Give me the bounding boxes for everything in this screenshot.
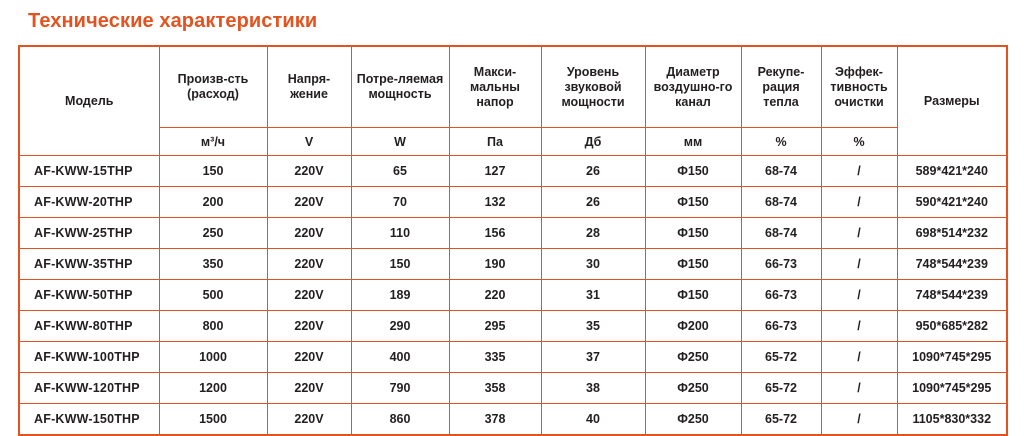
table-row [19,280,1007,311]
specifications-table [18,45,1008,436]
cell-model: AF-KWW-120THP [19,373,159,404]
cell-capacity: 500 [159,280,267,311]
cell-capacity: 150 [159,156,267,187]
cell-cleaning-efficiency: / [821,342,897,373]
cell-sound-power: 31 [541,280,645,311]
column-header-voltage: Напря-жение [267,46,351,128]
cell-power: 400 [351,342,449,373]
cell-dimensions: 698*514*232 [897,218,1007,249]
cell-model: AF-KWW-150THP [19,404,159,436]
cell-model: AF-KWW-20THP [19,187,159,218]
cell-duct-diameter: Ф250 [645,404,741,436]
cell-duct-diameter: Ф200 [645,311,741,342]
unit-heat-recovery: % [741,128,821,156]
cell-power: 110 [351,218,449,249]
column-header-duct-diameter: Диаметр воздушно-го канал [645,46,741,128]
table-row [19,342,1007,373]
cell-voltage: 220V [267,280,351,311]
cell-voltage: 220V [267,187,351,218]
cell-cleaning-efficiency: / [821,187,897,218]
cell-power: 65 [351,156,449,187]
cell-voltage: 220V [267,404,351,436]
table-body [19,156,1007,436]
cell-duct-diameter: Ф150 [645,280,741,311]
cell-power: 189 [351,280,449,311]
unit-power: W [351,128,449,156]
cell-model: AF-KWW-100THP [19,342,159,373]
table-row [19,373,1007,404]
column-header-sound-power: Уровень звуковой мощности [541,46,645,128]
cell-model: AF-KWW-25THP [19,218,159,249]
cell-cleaning-efficiency: / [821,218,897,249]
cell-voltage: 220V [267,373,351,404]
header-row-titles [19,46,1007,128]
column-header-max-pressure: Макси-мальны напор [449,46,541,128]
cell-capacity: 1000 [159,342,267,373]
cell-dimensions: 590*421*240 [897,187,1007,218]
cell-heat-recovery: 66-73 [741,249,821,280]
cell-max-pressure: 156 [449,218,541,249]
cell-max-pressure: 190 [449,249,541,280]
cell-capacity: 1500 [159,404,267,436]
cell-heat-recovery: 68-74 [741,187,821,218]
cell-model: AF-KWW-80THP [19,311,159,342]
cell-dimensions: 950*685*282 [897,311,1007,342]
column-header-model: Модель [19,46,159,156]
cell-voltage: 220V [267,218,351,249]
cell-dimensions: 1090*745*295 [897,342,1007,373]
cell-dimensions: 1105*830*332 [897,404,1007,436]
column-header-dimensions: Размеры [897,46,1007,156]
cell-cleaning-efficiency: / [821,249,897,280]
cell-max-pressure: 358 [449,373,541,404]
column-header-capacity: Произв-сть (расход) [159,46,267,128]
cell-model: AF-KWW-15THP [19,156,159,187]
unit-max-pressure: Па [449,128,541,156]
cell-max-pressure: 378 [449,404,541,436]
cell-heat-recovery: 68-74 [741,218,821,249]
cell-cleaning-efficiency: / [821,404,897,436]
cell-capacity: 1200 [159,373,267,404]
cell-sound-power: 40 [541,404,645,436]
header-row-units [19,128,1007,156]
cell-sound-power: 26 [541,156,645,187]
cell-power: 70 [351,187,449,218]
cell-duct-diameter: Ф150 [645,218,741,249]
column-header-heat-recovery: Рекупе-рация тепла [741,46,821,128]
table-header [19,46,1007,156]
cell-heat-recovery: 65-72 [741,342,821,373]
cell-dimensions: 748*544*239 [897,249,1007,280]
cell-voltage: 220V [267,342,351,373]
unit-capacity: м³/ч [159,128,267,156]
cell-max-pressure: 132 [449,187,541,218]
cell-power: 790 [351,373,449,404]
cell-sound-power: 28 [541,218,645,249]
cell-dimensions: 589*421*240 [897,156,1007,187]
cell-capacity: 800 [159,311,267,342]
cell-capacity: 250 [159,218,267,249]
cell-heat-recovery: 68-74 [741,156,821,187]
column-header-cleaning-efficiency: Эффек-тивность очистки [821,46,897,128]
cell-model: AF-KWW-35THP [19,249,159,280]
column-header-power: Потре-ляемая мощность [351,46,449,128]
cell-duct-diameter: Ф250 [645,342,741,373]
cell-heat-recovery: 65-72 [741,404,821,436]
cell-max-pressure: 127 [449,156,541,187]
cell-duct-diameter: Ф150 [645,249,741,280]
cell-heat-recovery: 66-73 [741,280,821,311]
cell-dimensions: 1090*745*295 [897,373,1007,404]
cell-max-pressure: 335 [449,342,541,373]
cell-heat-recovery: 66-73 [741,311,821,342]
table-row [19,218,1007,249]
cell-duct-diameter: Ф250 [645,373,741,404]
cell-capacity: 350 [159,249,267,280]
cell-dimensions: 748*544*239 [897,280,1007,311]
cell-cleaning-efficiency: / [821,280,897,311]
unit-cleaning-efficiency: % [821,128,897,156]
cell-duct-diameter: Ф150 [645,187,741,218]
cell-cleaning-efficiency: / [821,156,897,187]
page-title: Технические характеристики [28,10,318,32]
cell-sound-power: 35 [541,311,645,342]
table-row [19,156,1007,187]
cell-power: 290 [351,311,449,342]
cell-max-pressure: 220 [449,280,541,311]
cell-sound-power: 30 [541,249,645,280]
table-row [19,187,1007,218]
unit-voltage: V [267,128,351,156]
cell-power: 150 [351,249,449,280]
cell-power: 860 [351,404,449,436]
unit-sound-power: Дб [541,128,645,156]
table-row [19,249,1007,280]
cell-sound-power: 37 [541,342,645,373]
cell-cleaning-efficiency: / [821,373,897,404]
cell-model: AF-KWW-50THP [19,280,159,311]
cell-voltage: 220V [267,249,351,280]
cell-sound-power: 26 [541,187,645,218]
table-row [19,311,1007,342]
unit-duct-diameter: мм [645,128,741,156]
cell-voltage: 220V [267,156,351,187]
cell-max-pressure: 295 [449,311,541,342]
cell-cleaning-efficiency: / [821,311,897,342]
cell-duct-diameter: Ф150 [645,156,741,187]
cell-sound-power: 38 [541,373,645,404]
cell-capacity: 200 [159,187,267,218]
table-row [19,404,1007,436]
cell-voltage: 220V [267,311,351,342]
cell-heat-recovery: 65-72 [741,373,821,404]
